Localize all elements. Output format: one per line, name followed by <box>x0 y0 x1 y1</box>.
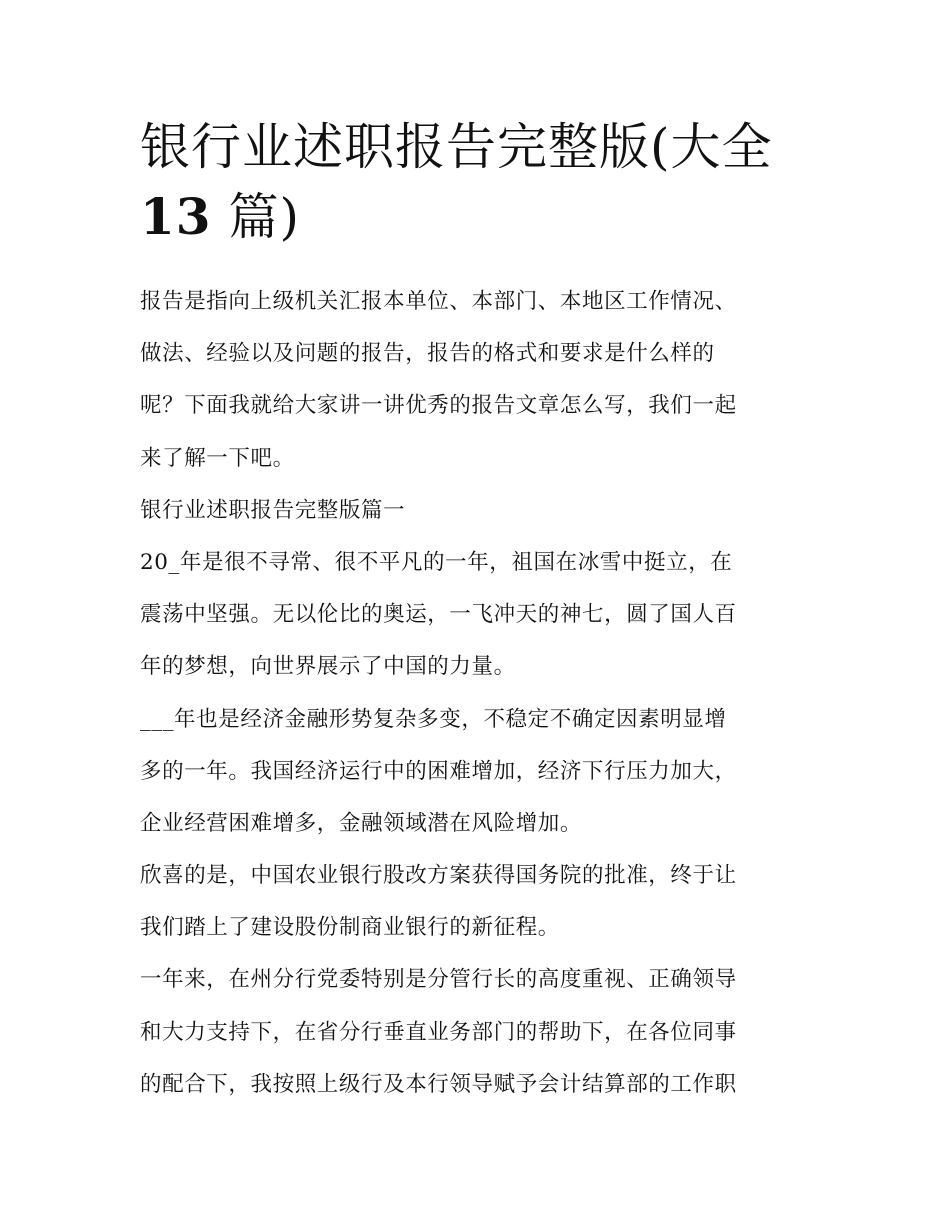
title-text-part2: 篇) <box>228 188 301 246</box>
body-line: 的配合下，我按照上级行及本行领导赋予会计结算部的工作职 <box>140 1071 737 1097</box>
body-line: 一年来，在州分行党委特别是分管行长的高度重视、正确领导 <box>140 967 737 993</box>
body-line: 来了解一下吧。 <box>140 445 295 471</box>
body-line: 多的一年。我国经济运行中的困难增加，经济下行压力加大， <box>140 758 737 784</box>
body-line: 和大力支持下，在省分行垂直业务部门的帮助下，在各位同事 <box>140 1019 737 1045</box>
body-line: 做法、经验以及问题的报告，报告的格式和要求是什么样的 <box>140 341 715 367</box>
body-line: 呢？下面我就给大家讲一讲优秀的报告文章怎么写，我们一起 <box>140 393 737 419</box>
section-heading: 银行业述职报告完整版篇一 <box>140 497 406 523</box>
body-line: 年的梦想，向世界展示了中国的力量。 <box>140 654 516 680</box>
body-line: 企业经营困难增多，金融领域潜在风险增加。 <box>140 810 583 836</box>
body-line: 欣喜的是，中国农业银行股改方案获得国务院的批准，终于让 <box>140 863 737 889</box>
document-title <box>140 112 820 252</box>
body-line: 20_年是很不寻常、很不平凡的一年，祖国在冰雪中挺立，在 <box>140 549 733 575</box>
body-line: ___年也是经济金融形势复杂多变，不稳定不确定因素明显增 <box>140 706 727 732</box>
document-body <box>140 276 812 1111</box>
body-line: 报告是指向上级机关汇报本单位、本部门、本地区工作情况、 <box>140 289 737 314</box>
title-text-part1: 银行业述职报告完整版(大全 <box>140 118 773 176</box>
body-line: 我们踏上了建设股份制商业银行的新征程。 <box>140 915 560 941</box>
body-line: 震荡中坚强。无以伦比的奥运，一飞冲天的神七，圆了国人百 <box>140 602 737 628</box>
title-number: 13 <box>140 187 212 246</box>
